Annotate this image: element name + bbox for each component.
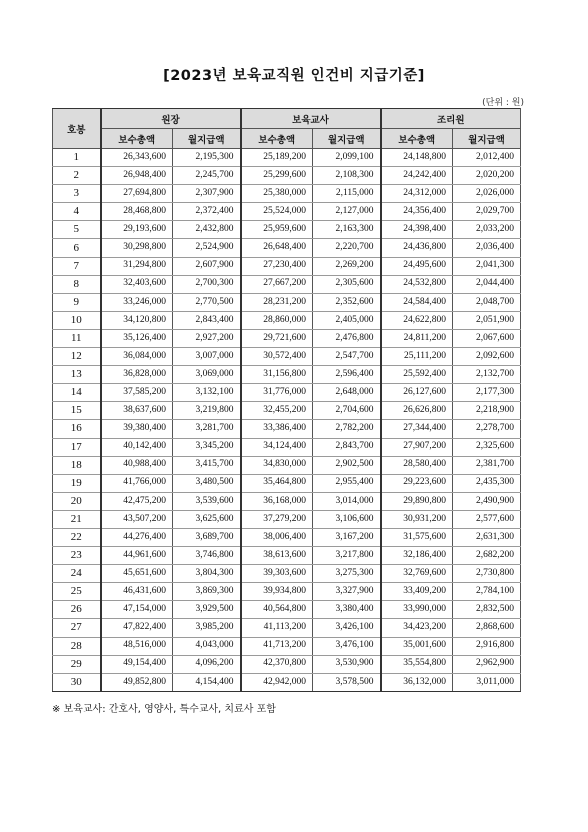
table-body <box>53 149 521 692</box>
director-annual-cell: 45,651,600 <box>101 565 173 583</box>
table-row <box>53 601 521 619</box>
table-row <box>53 311 521 329</box>
teacher-monthly-cell: 3,327,900 <box>313 583 381 601</box>
teacher-monthly-cell: 2,352,600 <box>313 293 381 311</box>
teacher-annual-cell: 29,721,600 <box>241 329 313 347</box>
director-monthly-cell: 3,539,600 <box>173 492 241 510</box>
cook-annual-cell: 24,398,400 <box>381 221 453 239</box>
grade-cell: 10 <box>53 311 101 329</box>
director-annual-cell: 46,431,600 <box>101 583 173 601</box>
cook-annual-cell: 25,592,400 <box>381 366 453 384</box>
director-monthly-cell: 3,480,500 <box>173 474 241 492</box>
cook-monthly-cell: 2,962,900 <box>453 655 521 673</box>
director-annual-cell: 35,126,400 <box>101 329 173 347</box>
cook-monthly-cell: 2,041,300 <box>453 257 521 275</box>
director-monthly-cell: 3,007,000 <box>173 348 241 366</box>
table-row <box>53 528 521 546</box>
table-row <box>53 673 521 691</box>
table-row <box>53 275 521 293</box>
sub-header-cook-monthly: 월지급액 <box>453 129 521 149</box>
cook-monthly-cell: 2,218,900 <box>453 402 521 420</box>
director-annual-cell: 41,766,000 <box>101 474 173 492</box>
director-monthly-cell: 3,804,300 <box>173 565 241 583</box>
director-monthly-cell: 4,043,000 <box>173 637 241 655</box>
director-annual-cell: 37,585,200 <box>101 384 173 402</box>
teacher-monthly-cell: 3,476,100 <box>313 637 381 655</box>
director-annual-cell: 47,822,400 <box>101 619 173 637</box>
director-monthly-cell: 3,132,100 <box>173 384 241 402</box>
grade-cell: 2 <box>53 167 101 185</box>
cook-annual-cell: 24,436,800 <box>381 239 453 257</box>
director-monthly-cell: 3,281,700 <box>173 420 241 438</box>
cook-annual-cell: 35,001,600 <box>381 637 453 655</box>
footnote: ※ 보육교사: 간호사, 영양사, 특수교사, 치료사 포함 <box>52 704 276 715</box>
director-annual-cell: 27,694,800 <box>101 185 173 203</box>
cook-annual-cell: 29,890,800 <box>381 492 453 510</box>
director-annual-cell: 36,828,000 <box>101 366 173 384</box>
teacher-monthly-cell: 2,648,000 <box>313 384 381 402</box>
director-annual-cell: 29,193,600 <box>101 221 173 239</box>
director-monthly-cell: 2,245,700 <box>173 167 241 185</box>
table-row <box>53 348 521 366</box>
grade-cell: 30 <box>53 673 101 691</box>
teacher-annual-cell: 34,830,000 <box>241 456 313 474</box>
teacher-monthly-cell: 2,704,600 <box>313 402 381 420</box>
teacher-annual-cell: 34,124,400 <box>241 438 313 456</box>
group-header-teacher: 보육교사 <box>241 109 381 129</box>
table-row <box>53 456 521 474</box>
teacher-annual-cell: 38,613,600 <box>241 547 313 565</box>
grade-cell: 12 <box>53 348 101 366</box>
teacher-monthly-cell: 2,596,400 <box>313 366 381 384</box>
cook-monthly-cell: 2,012,400 <box>453 149 521 167</box>
wage-table <box>52 108 521 692</box>
cook-monthly-cell: 2,020,200 <box>453 167 521 185</box>
cook-annual-cell: 24,584,400 <box>381 293 453 311</box>
director-monthly-cell: 3,689,700 <box>173 528 241 546</box>
director-monthly-cell: 3,415,700 <box>173 456 241 474</box>
cook-monthly-cell: 2,048,700 <box>453 293 521 311</box>
teacher-annual-cell: 41,113,200 <box>241 619 313 637</box>
director-annual-cell: 28,468,800 <box>101 203 173 221</box>
teacher-monthly-cell: 2,220,700 <box>313 239 381 257</box>
teacher-annual-cell: 28,231,200 <box>241 293 313 311</box>
teacher-annual-cell: 28,860,000 <box>241 311 313 329</box>
director-annual-cell: 47,154,000 <box>101 601 173 619</box>
director-annual-cell: 26,343,600 <box>101 149 173 167</box>
teacher-annual-cell: 31,776,000 <box>241 384 313 402</box>
table-row <box>53 203 521 221</box>
director-annual-cell: 34,120,800 <box>101 311 173 329</box>
director-monthly-cell: 2,432,800 <box>173 221 241 239</box>
teacher-annual-cell: 40,564,800 <box>241 601 313 619</box>
teacher-monthly-cell: 2,955,400 <box>313 474 381 492</box>
director-monthly-cell: 2,195,300 <box>173 149 241 167</box>
cook-annual-cell: 33,990,000 <box>381 601 453 619</box>
sub-header-teacher-monthly: 월지급액 <box>313 129 381 149</box>
grade-cell: 15 <box>53 402 101 420</box>
teacher-annual-cell: 32,455,200 <box>241 402 313 420</box>
group-header-cook: 조리원 <box>381 109 521 129</box>
teacher-monthly-cell: 2,476,800 <box>313 329 381 347</box>
teacher-annual-cell: 35,464,800 <box>241 474 313 492</box>
cook-monthly-cell: 3,011,000 <box>453 673 521 691</box>
table-row <box>53 149 521 167</box>
director-monthly-cell: 2,607,900 <box>173 257 241 275</box>
cook-annual-cell: 32,186,400 <box>381 547 453 565</box>
grade-header: 호봉 <box>53 109 101 149</box>
teacher-monthly-cell: 3,217,800 <box>313 547 381 565</box>
teacher-annual-cell: 25,959,600 <box>241 221 313 239</box>
cook-monthly-cell: 2,132,700 <box>453 366 521 384</box>
grade-cell: 28 <box>53 637 101 655</box>
cook-annual-cell: 35,554,800 <box>381 655 453 673</box>
teacher-monthly-cell: 3,530,900 <box>313 655 381 673</box>
table-row <box>53 420 521 438</box>
director-annual-cell: 33,246,000 <box>101 293 173 311</box>
director-monthly-cell: 2,372,400 <box>173 203 241 221</box>
director-annual-cell: 26,948,400 <box>101 167 173 185</box>
table-row <box>53 619 521 637</box>
cook-monthly-cell: 2,029,700 <box>453 203 521 221</box>
cook-annual-cell: 25,111,200 <box>381 348 453 366</box>
table-row <box>53 257 521 275</box>
cook-monthly-cell: 2,325,600 <box>453 438 521 456</box>
table-row <box>53 583 521 601</box>
grade-cell: 22 <box>53 528 101 546</box>
teacher-monthly-cell: 3,106,600 <box>313 510 381 528</box>
teacher-annual-cell: 42,370,800 <box>241 655 313 673</box>
director-annual-cell: 49,852,800 <box>101 673 173 691</box>
director-monthly-cell: 3,929,500 <box>173 601 241 619</box>
director-monthly-cell: 4,096,200 <box>173 655 241 673</box>
director-annual-cell: 40,142,400 <box>101 438 173 456</box>
teacher-monthly-cell: 2,782,200 <box>313 420 381 438</box>
director-monthly-cell: 3,219,800 <box>173 402 241 420</box>
cook-annual-cell: 29,223,600 <box>381 474 453 492</box>
director-monthly-cell: 3,345,200 <box>173 438 241 456</box>
grade-cell: 16 <box>53 420 101 438</box>
teacher-annual-cell: 27,230,400 <box>241 257 313 275</box>
teacher-annual-cell: 25,524,000 <box>241 203 313 221</box>
cook-annual-cell: 24,312,000 <box>381 185 453 203</box>
table-row <box>53 438 521 456</box>
table-row <box>53 167 521 185</box>
teacher-monthly-cell: 3,014,000 <box>313 492 381 510</box>
cook-annual-cell: 24,495,600 <box>381 257 453 275</box>
table-group-header-row <box>53 109 521 129</box>
table-row <box>53 293 521 311</box>
grade-cell: 19 <box>53 474 101 492</box>
cook-annual-cell: 24,242,400 <box>381 167 453 185</box>
director-annual-cell: 38,637,600 <box>101 402 173 420</box>
cook-monthly-cell: 2,490,900 <box>453 492 521 510</box>
director-annual-cell: 48,516,000 <box>101 637 173 655</box>
sub-header-director-annual: 보수총액 <box>101 129 173 149</box>
table-row <box>53 547 521 565</box>
table-row <box>53 329 521 347</box>
cook-annual-cell: 24,532,800 <box>381 275 453 293</box>
teacher-monthly-cell: 3,380,400 <box>313 601 381 619</box>
director-monthly-cell: 3,069,000 <box>173 366 241 384</box>
director-monthly-cell: 2,770,500 <box>173 293 241 311</box>
grade-cell: 7 <box>53 257 101 275</box>
teacher-annual-cell: 41,713,200 <box>241 637 313 655</box>
teacher-annual-cell: 37,279,200 <box>241 510 313 528</box>
teacher-monthly-cell: 3,426,100 <box>313 619 381 637</box>
cook-annual-cell: 36,132,000 <box>381 673 453 691</box>
director-annual-cell: 44,961,600 <box>101 547 173 565</box>
cook-annual-cell: 24,356,400 <box>381 203 453 221</box>
cook-annual-cell: 24,148,800 <box>381 149 453 167</box>
grade-cell: 24 <box>53 565 101 583</box>
table-row <box>53 510 521 528</box>
cook-monthly-cell: 2,278,700 <box>453 420 521 438</box>
grade-cell: 29 <box>53 655 101 673</box>
director-annual-cell: 42,475,200 <box>101 492 173 510</box>
teacher-monthly-cell: 3,275,300 <box>313 565 381 583</box>
teacher-monthly-cell: 2,127,000 <box>313 203 381 221</box>
grade-cell: 14 <box>53 384 101 402</box>
grade-cell: 9 <box>53 293 101 311</box>
director-annual-cell: 39,380,400 <box>101 420 173 438</box>
cook-monthly-cell: 2,577,600 <box>453 510 521 528</box>
cook-monthly-cell: 2,730,800 <box>453 565 521 583</box>
unit-note: (단위 : 원) <box>482 98 524 108</box>
cook-monthly-cell: 2,868,600 <box>453 619 521 637</box>
cook-annual-cell: 34,423,200 <box>381 619 453 637</box>
cook-annual-cell: 31,575,600 <box>381 528 453 546</box>
teacher-annual-cell: 31,156,800 <box>241 366 313 384</box>
grade-cell: 26 <box>53 601 101 619</box>
table-row <box>53 492 521 510</box>
grade-cell: 25 <box>53 583 101 601</box>
grade-cell: 21 <box>53 510 101 528</box>
teacher-annual-cell: 39,934,800 <box>241 583 313 601</box>
table-row <box>53 366 521 384</box>
director-monthly-cell: 2,524,900 <box>173 239 241 257</box>
director-annual-cell: 44,276,400 <box>101 528 173 546</box>
cook-monthly-cell: 2,067,600 <box>453 329 521 347</box>
cook-monthly-cell: 2,916,800 <box>453 637 521 655</box>
grade-cell: 13 <box>53 366 101 384</box>
director-annual-cell: 43,507,200 <box>101 510 173 528</box>
sub-header-director-monthly: 월지급액 <box>173 129 241 149</box>
teacher-monthly-cell: 2,405,000 <box>313 311 381 329</box>
teacher-annual-cell: 36,168,000 <box>241 492 313 510</box>
grade-cell: 5 <box>53 221 101 239</box>
cook-annual-cell: 27,907,200 <box>381 438 453 456</box>
cook-monthly-cell: 2,381,700 <box>453 456 521 474</box>
table-row <box>53 474 521 492</box>
cook-monthly-cell: 2,832,500 <box>453 601 521 619</box>
grade-cell: 6 <box>53 239 101 257</box>
director-monthly-cell: 4,154,400 <box>173 673 241 691</box>
table-sub-header-row <box>53 129 521 149</box>
director-monthly-cell: 3,869,300 <box>173 583 241 601</box>
teacher-monthly-cell: 2,902,500 <box>313 456 381 474</box>
cook-annual-cell: 30,931,200 <box>381 510 453 528</box>
director-annual-cell: 30,298,800 <box>101 239 173 257</box>
teacher-annual-cell: 38,006,400 <box>241 528 313 546</box>
teacher-annual-cell: 25,189,200 <box>241 149 313 167</box>
teacher-monthly-cell: 2,305,600 <box>313 275 381 293</box>
grade-cell: 20 <box>53 492 101 510</box>
grade-cell: 3 <box>53 185 101 203</box>
director-monthly-cell: 2,307,900 <box>173 185 241 203</box>
table-row <box>53 239 521 257</box>
sub-header-teacher-annual: 보수총액 <box>241 129 313 149</box>
director-monthly-cell: 2,843,400 <box>173 311 241 329</box>
group-header-director: 원장 <box>101 109 241 129</box>
director-annual-cell: 49,154,400 <box>101 655 173 673</box>
teacher-monthly-cell: 2,163,300 <box>313 221 381 239</box>
teacher-monthly-cell: 2,547,700 <box>313 348 381 366</box>
grade-cell: 4 <box>53 203 101 221</box>
director-monthly-cell: 3,985,200 <box>173 619 241 637</box>
cook-monthly-cell: 2,177,300 <box>453 384 521 402</box>
cook-annual-cell: 24,622,800 <box>381 311 453 329</box>
director-annual-cell: 31,294,800 <box>101 257 173 275</box>
teacher-annual-cell: 26,648,400 <box>241 239 313 257</box>
teacher-monthly-cell: 3,578,500 <box>313 673 381 691</box>
teacher-annual-cell: 25,380,000 <box>241 185 313 203</box>
cook-annual-cell: 26,127,600 <box>381 384 453 402</box>
cook-monthly-cell: 2,026,000 <box>453 185 521 203</box>
cook-annual-cell: 32,769,600 <box>381 565 453 583</box>
grade-cell: 23 <box>53 547 101 565</box>
teacher-annual-cell: 39,303,600 <box>241 565 313 583</box>
cook-monthly-cell: 2,682,200 <box>453 547 521 565</box>
director-monthly-cell: 2,927,200 <box>173 329 241 347</box>
grade-cell: 8 <box>53 275 101 293</box>
teacher-monthly-cell: 2,099,100 <box>313 149 381 167</box>
director-monthly-cell: 2,700,300 <box>173 275 241 293</box>
cook-annual-cell: 28,580,400 <box>381 456 453 474</box>
table-row <box>53 185 521 203</box>
director-monthly-cell: 3,625,600 <box>173 510 241 528</box>
sub-header-cook-annual: 보수총액 <box>381 129 453 149</box>
cook-monthly-cell: 2,784,100 <box>453 583 521 601</box>
director-annual-cell: 36,084,000 <box>101 348 173 366</box>
teacher-annual-cell: 42,942,000 <box>241 673 313 691</box>
table-row <box>53 221 521 239</box>
teacher-monthly-cell: 2,115,000 <box>313 185 381 203</box>
teacher-annual-cell: 25,299,600 <box>241 167 313 185</box>
director-annual-cell: 32,403,600 <box>101 275 173 293</box>
cook-monthly-cell: 2,092,600 <box>453 348 521 366</box>
table-row <box>53 402 521 420</box>
cook-monthly-cell: 2,036,400 <box>453 239 521 257</box>
cook-annual-cell: 26,626,800 <box>381 402 453 420</box>
teacher-monthly-cell: 2,108,300 <box>313 167 381 185</box>
cook-annual-cell: 27,344,400 <box>381 420 453 438</box>
cook-annual-cell: 24,811,200 <box>381 329 453 347</box>
cook-monthly-cell: 2,435,300 <box>453 474 521 492</box>
teacher-annual-cell: 27,667,200 <box>241 275 313 293</box>
grade-cell: 18 <box>53 456 101 474</box>
teacher-annual-cell: 33,386,400 <box>241 420 313 438</box>
cook-monthly-cell: 2,033,200 <box>453 221 521 239</box>
grade-cell: 1 <box>53 149 101 167</box>
cook-annual-cell: 33,409,200 <box>381 583 453 601</box>
table-row <box>53 637 521 655</box>
table-row <box>53 565 521 583</box>
grade-cell: 11 <box>53 329 101 347</box>
teacher-monthly-cell: 3,167,200 <box>313 528 381 546</box>
document-title: [2023년 보육교직원 인건비 지급기준] <box>163 68 425 84</box>
teacher-annual-cell: 30,572,400 <box>241 348 313 366</box>
grade-cell: 17 <box>53 438 101 456</box>
director-monthly-cell: 3,746,800 <box>173 547 241 565</box>
cook-monthly-cell: 2,051,900 <box>453 311 521 329</box>
grade-cell: 27 <box>53 619 101 637</box>
table-row <box>53 655 521 673</box>
table-row <box>53 384 521 402</box>
teacher-monthly-cell: 2,843,700 <box>313 438 381 456</box>
cook-monthly-cell: 2,631,300 <box>453 528 521 546</box>
cook-monthly-cell: 2,044,400 <box>453 275 521 293</box>
director-annual-cell: 40,988,400 <box>101 456 173 474</box>
teacher-monthly-cell: 2,269,200 <box>313 257 381 275</box>
